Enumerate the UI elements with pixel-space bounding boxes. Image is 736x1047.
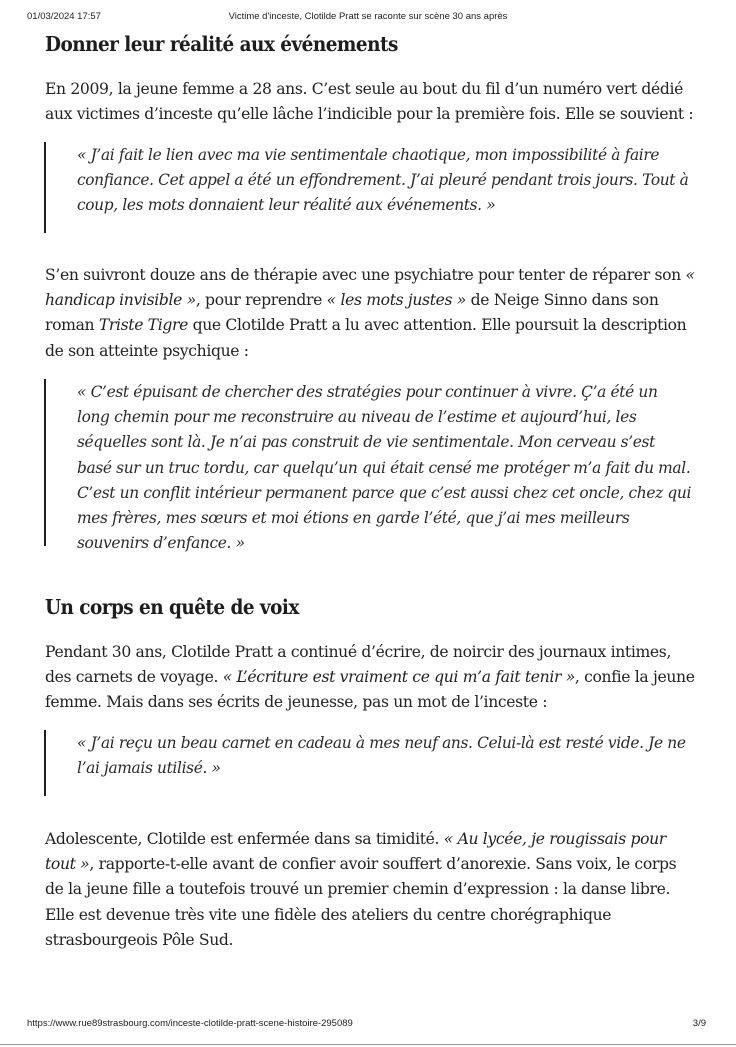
- emphasis-quote: « Au lycée, je rougissais pour tout »: [45, 830, 666, 874]
- text-run: , confie la jeune femme. Mais dans ses écrits de jeunesse, pas un mot de l’inceste :: [45, 668, 695, 712]
- text-run: Adolescente, Clotilde est enfermée dans sa timidité.: [45, 830, 444, 848]
- section-heading-realite: Donner leur réalité aux événements: [45, 32, 398, 56]
- emphasis-quote: « handicap invisible »: [45, 266, 695, 310]
- quote-text: « J’ai reçu un beau carnet en cadeau à mes neuf ans. Celui-là est resté vide. Je ne l’ai jamais utilisé. »: [77, 734, 686, 778]
- text-run: , pour reprendre: [195, 291, 327, 310]
- paragraph: [45, 640, 695, 716]
- text-run: que Clotilde Pratt a lu avec attention. Elle poursuit la description de son atteinte psychique :: [45, 316, 687, 360]
- blockquote: [44, 730, 692, 796]
- print-footer: [0, 1018, 736, 1032]
- text-run: , rapporte-t-elle avant de confier avoir souffert d’anorexie. Sans voix, le corps de la jeune fille a toutefois trouvé un premier chemin d’expression : la danse libre. Elle est devenue très vite une fidèle des ateliers du centre chorégraphique strasbourgeois Pôle Sud.: [45, 855, 677, 949]
- print-header: [0, 11, 736, 25]
- emphasis-quote: « L’écriture est vraiment ce qui m’a fait tenir »: [222, 668, 575, 687]
- print-datetime: 01/03/2024 17:57: [27, 11, 101, 22]
- blockquote: [44, 142, 692, 233]
- section-heading-corps: Un corps en quête de voix: [45, 595, 299, 619]
- emphasis-quote: « les mots justes »: [326, 291, 466, 310]
- page-number: 3/9: [692, 1018, 706, 1029]
- print-page-title: Victime d'inceste, Clotilde Pratt se raconte sur scène 30 ans après: [228, 11, 508, 22]
- print-url: https://www.rue89strasbourg.com/inceste-clotilde-pratt-scene-histoire-295089: [27, 1018, 353, 1029]
- text-run: S’en suivront douze ans de thérapie avec une psychiatre pour tenter de réparer son: [45, 266, 686, 284]
- paragraph: [45, 263, 695, 364]
- quote-text: « J’ai fait le lien avec ma vie sentimentale chaotique, mon impossibilité à faire confiance. Cet appel a été un effondrement. J’ai pleuré pendant trois jours. Tout à coup, les mots donnaient leur réalité aux événements. »: [77, 146, 689, 215]
- paragraph: En 2009, la jeune femme a 28 ans. C’est seule au bout du fil d’un numéro vert dédié aux victimes d’inceste qu’elle lâche l’indicible pour la première fois. Elle se souvient :: [45, 80, 694, 124]
- quote-text: « C’est épuisant de chercher des stratégies pour continuer à vivre. Ç’a été un long chemin pour me reconstruire au niveau de l’estime et aujourd’hui, les séquelles sont là. Je n’ai pas construit de vie sentimentale. Mon cerveau s’est basé sur un truc tordu, car quelqu’un qui était censé me protéger m’a fait du mal. C’est un conflit intérieur permanent parce que c’est aussi chez cet oncle, chez qui mes frères, mes sœurs et moi étions en garde l’été, que j’ai mes meilleurs souvenirs d’enfance. »: [77, 383, 692, 553]
- blockquote: [44, 379, 692, 553]
- paragraph: [45, 827, 695, 953]
- text-run: de Neige Sinno dans son roman: [45, 291, 659, 335]
- page-bottom-rule: [0, 1044, 736, 1045]
- book-title: Triste Tigre: [98, 316, 188, 335]
- text-run: Pendant 30 ans, Clotilde Pratt a continué d’écrire, de noircir des journaux intimes, des carnets de voyage.: [45, 643, 672, 687]
